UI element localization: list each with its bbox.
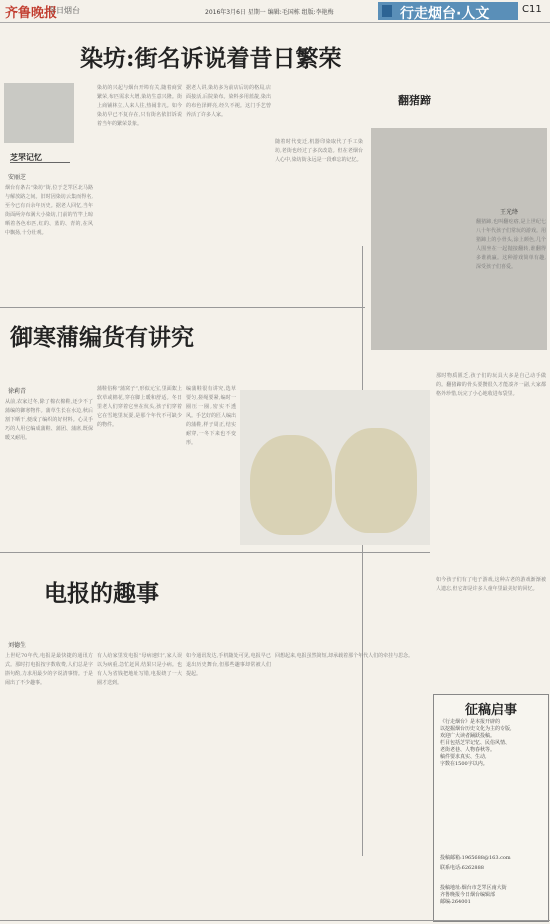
divider [0, 307, 365, 308]
newspaper-logo: 齐鲁晚报 [5, 6, 58, 21]
article3-col2: 有人给家里发电报“母病速归”,家人误以为病重,急忙赶回,结果只是小病。也有人为省钱把地址写错,电报绕了一大圈才送到。 [97, 653, 182, 686]
submissions-address: 投稿地址:烟台市芝罘区南大街 [440, 885, 507, 891]
article1-author: 安丽芝 [8, 174, 27, 181]
submissions-line: 栏目包括芝罘记忆、民俗风情、 [440, 740, 511, 746]
page-number: C11 [522, 4, 542, 15]
section-title: 行走烟台·人文 [400, 6, 490, 22]
submissions-line: 老街老巷、人物春秋等。 [440, 747, 496, 753]
article1-col4: 随着时代变迁,机器印染取代了手工染坊,老街也经过了多次改造。但在老烟台人心中,染坊街永远是一段难忘的记忆。 [275, 139, 363, 163]
article2-col3: 编蒲鞋很有讲究,选草要匀,搓绳要紧,编时一圈压一圈,密实不透风。手艺好的匠人编出的蒲鞋,样子周正,结实耐穿,一冬下来也不变形。 [186, 386, 236, 446]
sidebar-headline: 翻猪蹄 [398, 94, 431, 107]
article1-headline: 染坊:街名诉说着昔日繁荣 [80, 45, 342, 72]
submissions-postcode: 邮编:264001 [440, 899, 471, 905]
submissions-title: 征稿启事 [464, 703, 517, 718]
section-bar-icon [382, 5, 392, 17]
submissions-line: 稿件要求真实、生动, [440, 754, 487, 760]
submissions-email: 投稿邮箱:1965688@163.com [440, 855, 511, 861]
submissions-line: 字数在1500字以内。 [440, 761, 488, 767]
article1-col2: 染坊的兴起与烟台开埠有关,随着商贸繁荣,布匹需求大增,染坊生意兴隆。街上商铺林立,人来人往,热闹非凡。如今染坊早已不复存在,只有街名依旧诉说着当年的繁荣景象。 [97, 85, 182, 127]
divider [0, 552, 430, 553]
straw-shoe-right [335, 428, 417, 533]
straw-shoe-left [250, 435, 332, 535]
article3-col4: 回想起来,电报虽然简短,却承载着那个年代人们的牵挂与思念。 [275, 653, 414, 659]
dateline: 2016年3月6日 星期一 编辑:毛国栋 组版:李艳梅 [205, 9, 334, 16]
article2-author: 徐莉青 [8, 388, 27, 395]
sidebar-author: 王光绛 [500, 209, 519, 216]
straw-shoes-photo [240, 390, 430, 545]
sidebar-col1: 翻猪蹄,也叫翻疙瘩,是上世纪七八十年代孩子们常玩的游戏。用猪蹄上的小骨头,涂上颜色,几个人围坐在一起抛接翻转,谁翻得多谁就赢。这种游戏简单有趣,深受孩子们喜爱。 [476, 219, 546, 270]
call-for-submissions-box [433, 694, 549, 922]
sidebar-col3: 如今孩子们有了电子游戏,这种古老的游戏渐渐被人遗忘,但它却是许多人童年里最美好的回忆。 [436, 577, 546, 592]
column-tag: 芝罘记忆 [10, 152, 70, 163]
article3-col1: 上世纪70年代,电报是最快捷的通讯方式。那时打电报按字数收费,人们总是字斟句酌,力求用最少的字说清事情。于是闹出了不少趣事。 [5, 653, 93, 686]
edition-name: 今日烟台 [48, 6, 80, 15]
article2-col2: 蒲鞋俗称“蒲窝子”,形似元宝,里面絮上软草或棉花,穿在脚上暖和舒适。冬日里老人们穿着它坐在炕头,孩子们穿着它在雪地里玩耍,是那个年代不可缺少的物件。 [97, 386, 182, 428]
article1-col1: 烟台有条古“染坊”街,位于芝罘区北马路与解放路之间。旧时因染坊云集而得名,至今已有百余年历史。据老人回忆,当年街面两旁布满大小染坊,门前的竹竿上晾晒着各色布匹,红的、蓝的、青的,在风中飘扬,十分壮观。 [5, 185, 93, 236]
section-banner [378, 2, 518, 20]
submissions-line: 欢迎广大读者踊跃投稿。 [440, 733, 496, 739]
bottom-rule [0, 920, 550, 921]
article3-headline: 电报的趣事 [44, 580, 159, 607]
article2-col1: 从前,农家过冬,除了棉衣棉鞋,还少不了蒲编的御寒物件。蒲草生长在水边,秋后割下晒干,便成了编织的好材料。心灵手巧的人用它编成蒲鞋、蒲团、蒲席,既保暖又耐用。 [5, 399, 93, 441]
article1-col3: 据老人讲,染坊多为前店后坊的格局,店面接活,后院染布。染料多用蓝靛,染出的布色泽鲜亮,经久不褪。这门手艺曾养活了许多人家。 [186, 85, 271, 118]
article1-photo [4, 83, 74, 143]
sidebar-col2: 那时物质匮乏,孩子们的玩具大多是自己动手做的。翻猪蹄的骨头要攒很久才能凑齐一副,大家都格外珍惜,玩完了小心地收进布袋里。 [436, 373, 546, 397]
submissions-phone: 联系电话:6262888 [440, 865, 484, 871]
article3-col3: 如今通讯发达,手机随处可见,电报早已退出历史舞台,但那些趣事却常被人们提起。 [186, 653, 271, 677]
submissions-line: 《行走烟台》是本报开辟的 [440, 719, 501, 725]
article2-headline: 御寒蒲编货有讲究 [10, 324, 194, 351]
submissions-address: 齐鲁晚报今日烟台编辑部 [440, 892, 496, 898]
article3-author: 刘德生 [8, 642, 27, 649]
submissions-line: 以挖掘烟台历史文化为主的专版, [440, 726, 512, 732]
